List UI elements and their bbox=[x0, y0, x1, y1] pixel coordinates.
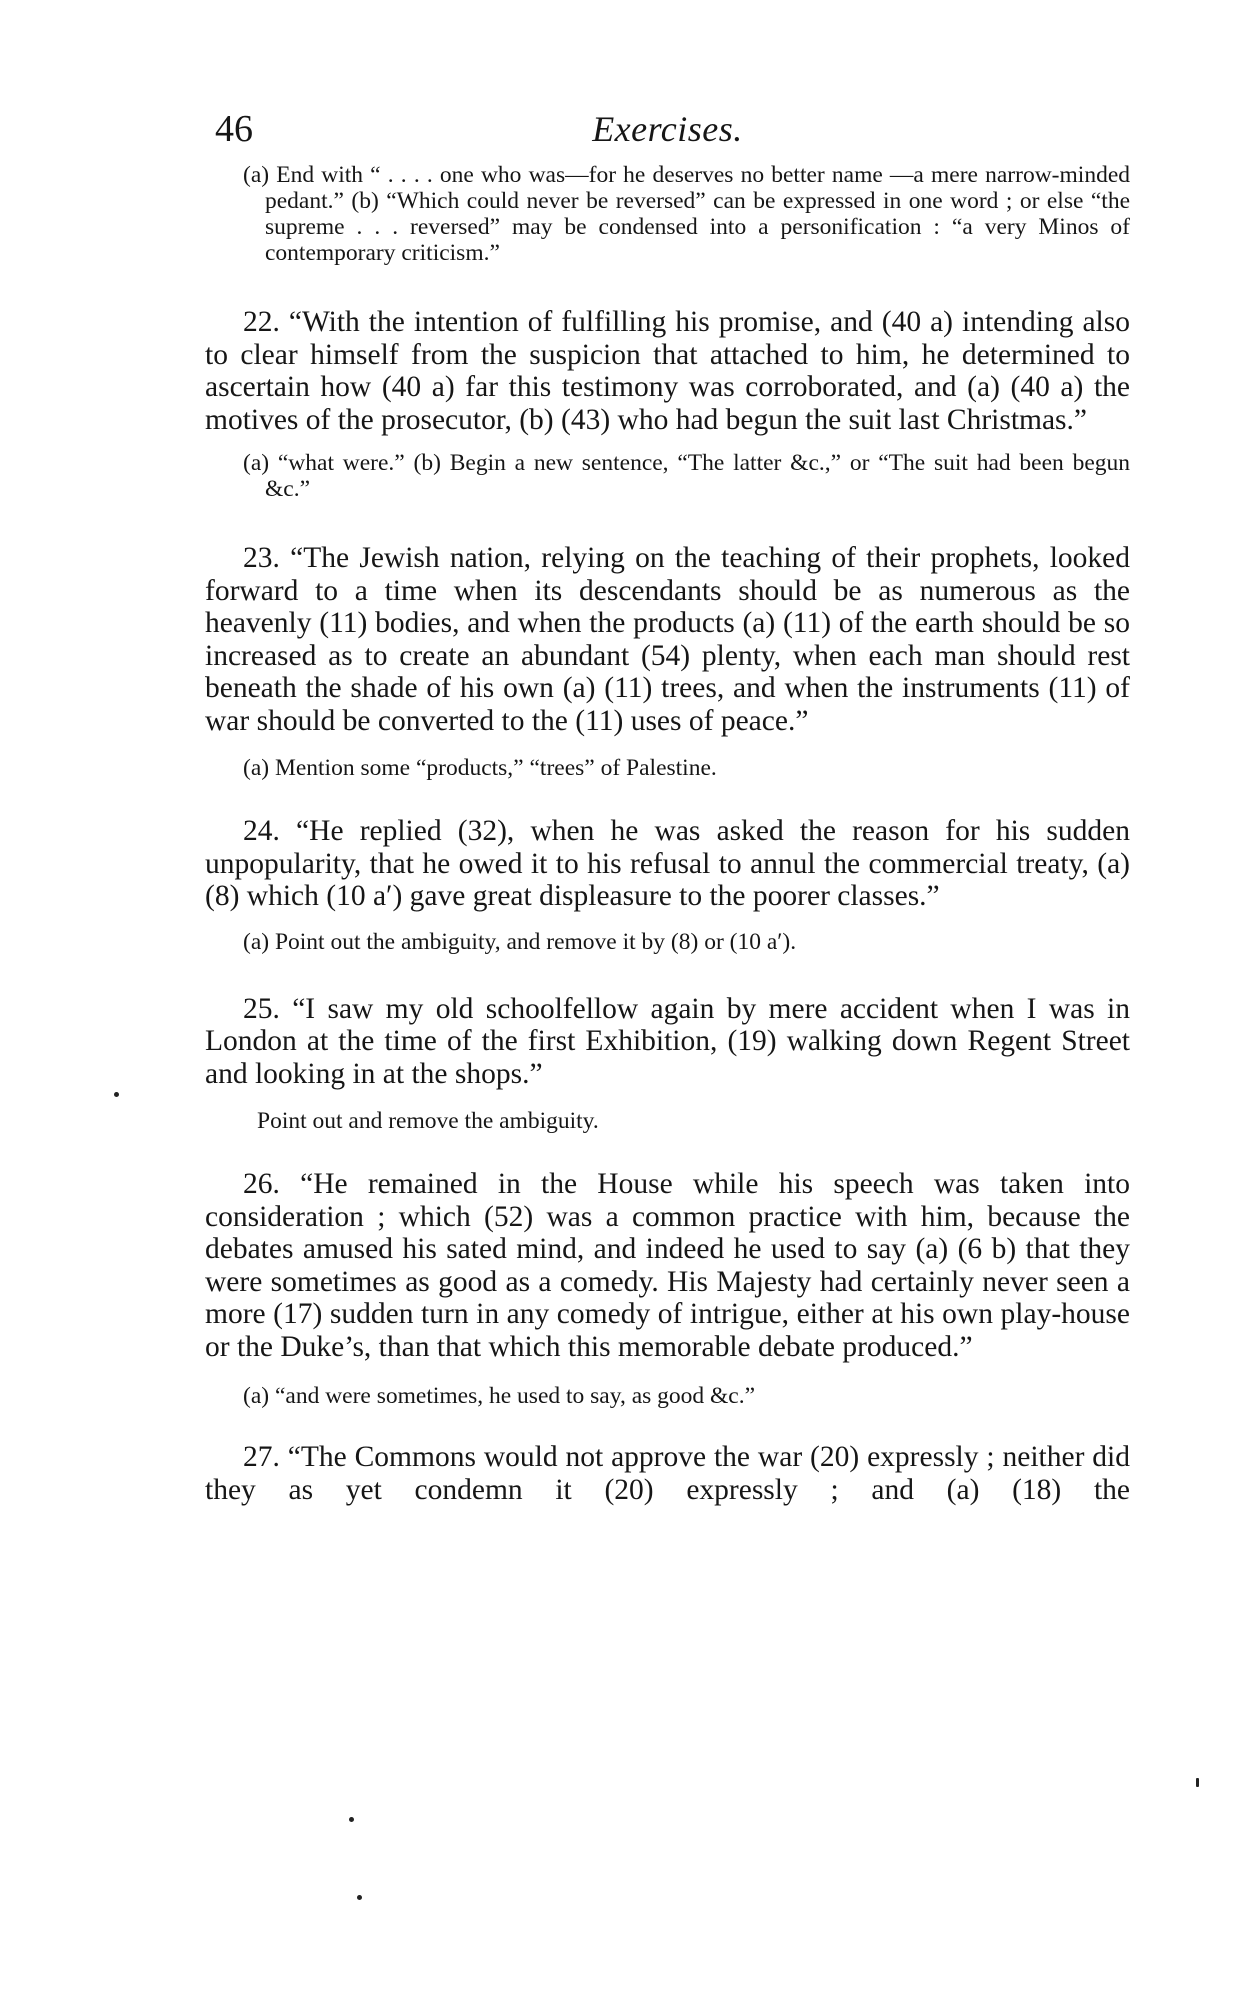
page-number: 46 bbox=[215, 108, 253, 150]
exercise-27: 27. “The Commons would not approve the war (20) expressly ; neither did they as yet condemn it (20) expressly ; and (a) (18) the bbox=[205, 1441, 1130, 1506]
scan-speck bbox=[349, 1817, 354, 1822]
running-head: Exercises. bbox=[592, 109, 743, 149]
exercise-23: 23. “The Jewish nation, relying on the teaching of their prophets, looked forward to a time when its descendants should be as numerous as the heavenly (11) bodies, and when the products (a) (11) of the earth should be so increased as to create an abundant (54) plenty, when each man should rest beneath the shade of his own (a) (11) trees, and when the instruments (11) of war should be converted to the (11) uses of peace.” bbox=[205, 542, 1130, 737]
scan-speck bbox=[357, 1895, 362, 1900]
book-page bbox=[205, 106, 1130, 1506]
note-26: (a) “and were sometimes, he used to say, as good &c.” bbox=[243, 1383, 756, 1409]
exercise-22: 22. “With the intention of fulfilling his promise, and (40 a) intending also to clear himself from the suspicion that attached to him, he determined to ascertain how (40 a) far this testimony was corroborated, and (a) (40 a) the motives of the prosecutor, (b) (43) who had begun the suit last Christmas.” bbox=[205, 306, 1130, 436]
exercise-24: 24. “He replied (32), when he was asked the reason for his sudden unpopularity, that he owed it to his refusal to annul the commercial treaty, (a) (8) which (10 a′) gave great displeasure to the poorer classes.” bbox=[205, 815, 1130, 912]
note-22: (a) “what were.” (b) Begin a new sentence, “The latter &c.,” or “The suit had been begun &c.” bbox=[243, 450, 1130, 502]
page-header bbox=[205, 106, 1130, 156]
note-25: Point out and remove the ambiguity. bbox=[257, 1108, 599, 1134]
note-21: (a) End with “ . . . . one who was—for he deserves no better name —a mere narrow-minded pedant.” (b) “Which could never be reversed” can be expressed in one word ; or else “the supreme . . . reversed” may be condensed into a personification : “a very Minos of contemporary criticism.” bbox=[243, 162, 1130, 266]
scan-speck bbox=[114, 1092, 119, 1097]
scan-speck bbox=[1196, 1778, 1199, 1787]
exercise-26: 26. “He remained in the House while his speech was taken into consideration ; which (52) was a common practice with him, because the debates amused his sated mind, and indeed he used to say (a) (6 b) that they were sometimes as good as a comedy. His Majesty had certainly never seen a more (17) sudden turn in any comedy of intrigue, either at his own play-house or the Duke’s, than that which this memorable debate produced.” bbox=[205, 1168, 1130, 1363]
note-23: (a) Mention some “products,” “trees” of Palestine. bbox=[243, 755, 717, 781]
note-24: (a) Point out the ambiguity, and remove it by (8) or (10 a′). bbox=[243, 928, 797, 955]
exercise-25: 25. “I saw my old schoolfellow again by mere accident when I was in London at the time of the first Exhibition, (19) walking down Regent Street and looking in at the shops.” bbox=[205, 992, 1130, 1090]
